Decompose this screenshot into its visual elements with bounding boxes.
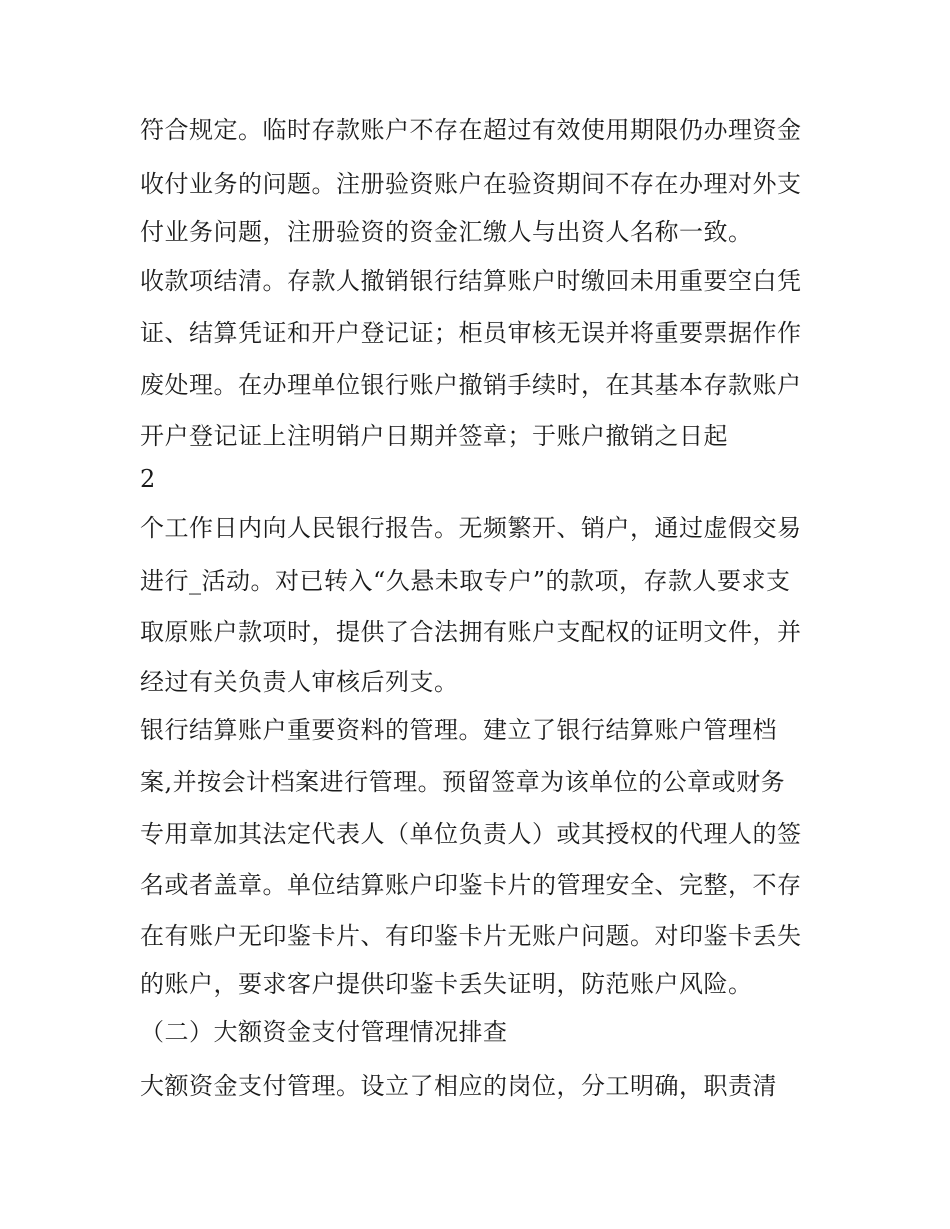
text-line: 个工作日内向人民银行报告。无频繁开、销户，通过虚假交易	[140, 514, 802, 542]
text-line: 银行结算账户重要资料的管理。建立了银行结算账户管理档	[140, 716, 777, 744]
page-number: 2	[140, 465, 156, 493]
text-line: 经过有关负责人审核后列支。	[140, 668, 459, 696]
text-line: 大额资金支付管理。设立了相应的岗位，分工明确，职责清	[140, 1072, 777, 1100]
text-line: 收付业务的问题。注册验资账户在验资期间不存在办理对外支	[140, 170, 802, 198]
text-line: 名或者盖章。单位结算账户印鉴卡片的管理安全、完整，不存	[140, 871, 802, 899]
section-heading: （二）大额资金支付管理情况排查	[140, 1018, 508, 1046]
text-line: 证、结算凭证和开户登记证；柜员审核无误并将重要票据作作	[140, 319, 802, 347]
text-line: 收款项结清。存款人撤销银行结算账户时缴回未用重要空白凭	[140, 267, 802, 295]
text-line: 在有账户无印鉴卡片、有印鉴卡片无账户问题。对印鉴卡丢失	[140, 922, 802, 950]
text-line: 符合规定。临时存款账户不存在超过有效使用期限仍办理资金	[140, 116, 802, 144]
text-line: 专用章加其法定代表人（单位负责人）或其授权的代理人的签	[140, 820, 802, 848]
text-line: 取原账户款项时，提供了合法拥有账户支配权的证明文件，并	[140, 618, 802, 646]
text-line: 的账户，要求客户提供印鉴卡丢失证明，防范账户风险。	[140, 970, 753, 998]
text-line: 付业务问题，注册验资的资金汇缴人与出资人名称一致。	[140, 218, 753, 246]
text-line: 进行_活动。对已转入“久悬未取专户”的款项，存款人要求支	[140, 567, 791, 595]
text-line: 案,并按会计档案进行管理。预留签章为该单位的公章或财务	[140, 768, 786, 796]
text-line: 废处理。在办理单位银行账户撤销手续时，在其基本存款账户	[140, 371, 802, 399]
text-line: 开户登记证上注明销户日期并签章；于账户撤销之日起	[140, 422, 728, 450]
